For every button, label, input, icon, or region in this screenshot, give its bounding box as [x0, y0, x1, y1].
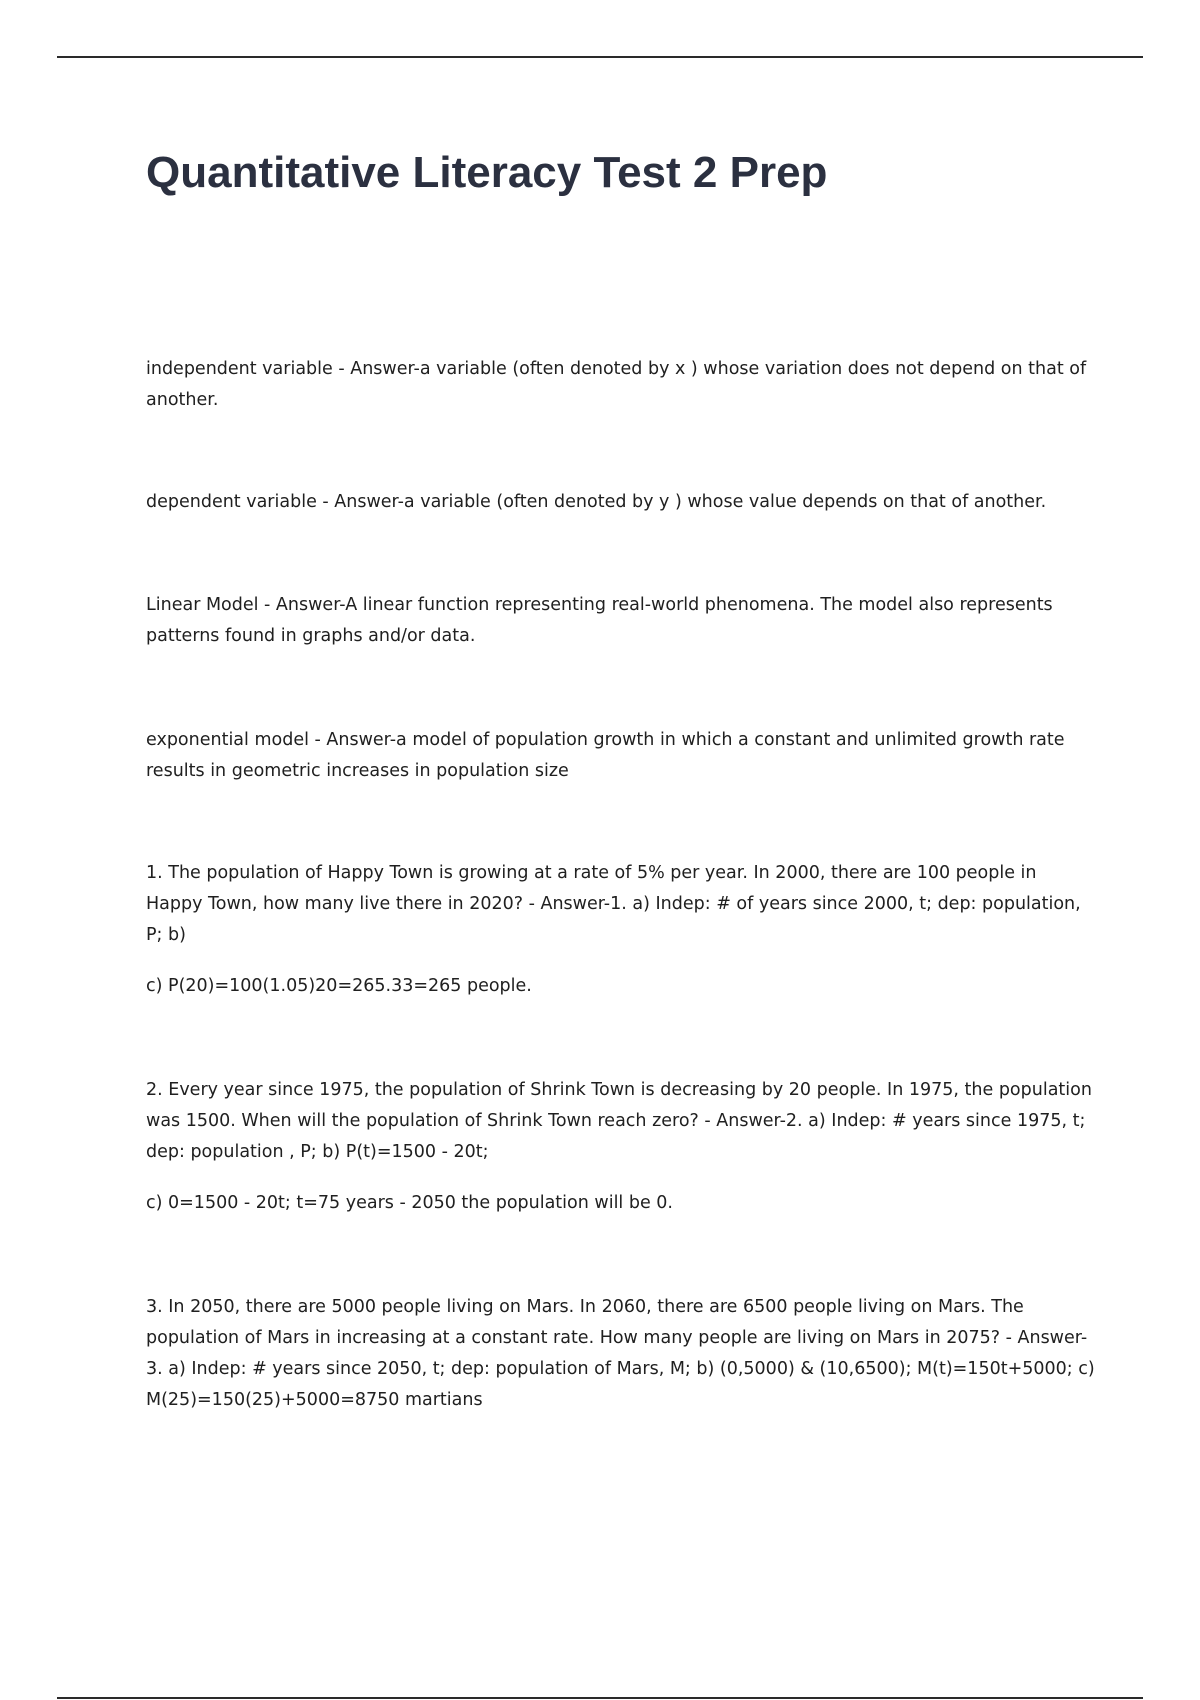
entry-independent-variable: [146, 354, 1096, 416]
entry-text: dependent variable - Answer-a variable (often denoted by y ) whose value depends on that of another.: [146, 492, 1047, 512]
entry-text: independent variable - Answer-a variable (often denoted by x ) whose variation does not depend on that of another.: [146, 359, 1087, 410]
entry-followup: c) P(20)=100(1.05)20=265.33=265 people.: [146, 976, 532, 996]
entry-linear-model: [146, 590, 1096, 652]
document-title: Quantitative Literacy Test 2 Prep: [146, 148, 828, 197]
entry-question-3: [146, 1292, 1096, 1416]
bottom-divider: [57, 1697, 1143, 1699]
entry-question-1: [146, 858, 1096, 1002]
entry-exponential-model: [146, 725, 1096, 787]
entry-text: 3. In 2050, there are 5000 people living on Mars. In 2060, there are 6500 people living on Mars. The population of Mars in increasing at a constant rate. How many people are living on Mars in 2075? - Answer-3. a) Indep: # years since 2050, t; dep: population of Mars, M; b) (0,5000) & (10,6500); M(t)=150t+5000; c) M(25)=150(25)+5000=8750 martians: [146, 1297, 1095, 1410]
entry-text: 2. Every year since 1975, the population of Shrink Town is decreasing by 20 people. In 1975, the population was 1500. When will the population of Shrink Town reach zero? - Answer-2. a) Indep: # years since 1975, t; dep: population , P; b) P(t)=1500 - 20t;: [146, 1080, 1092, 1162]
entry-text: 1. The population of Happy Town is growing at a rate of 5% per year. In 2000, there are 100 people in Happy Town, how many live there in 2020? - Answer-1. a) Indep: # of years since 2000, t; dep: population, P; b): [146, 863, 1081, 945]
entry-text: exponential model - Answer-a model of population growth in which a constant and unlimited growth rate results in geometric increases in population size: [146, 730, 1065, 781]
entry-text: Linear Model - Answer-A linear function representing real-world phenomena. The model also represents patterns found in graphs and/or data.: [146, 595, 1053, 646]
entry-question-2: [146, 1075, 1096, 1219]
top-divider: [57, 56, 1143, 58]
entry-followup: c) 0=1500 - 20t; t=75 years - 2050 the population will be 0.: [146, 1193, 673, 1213]
entry-dependent-variable: [146, 487, 1096, 518]
